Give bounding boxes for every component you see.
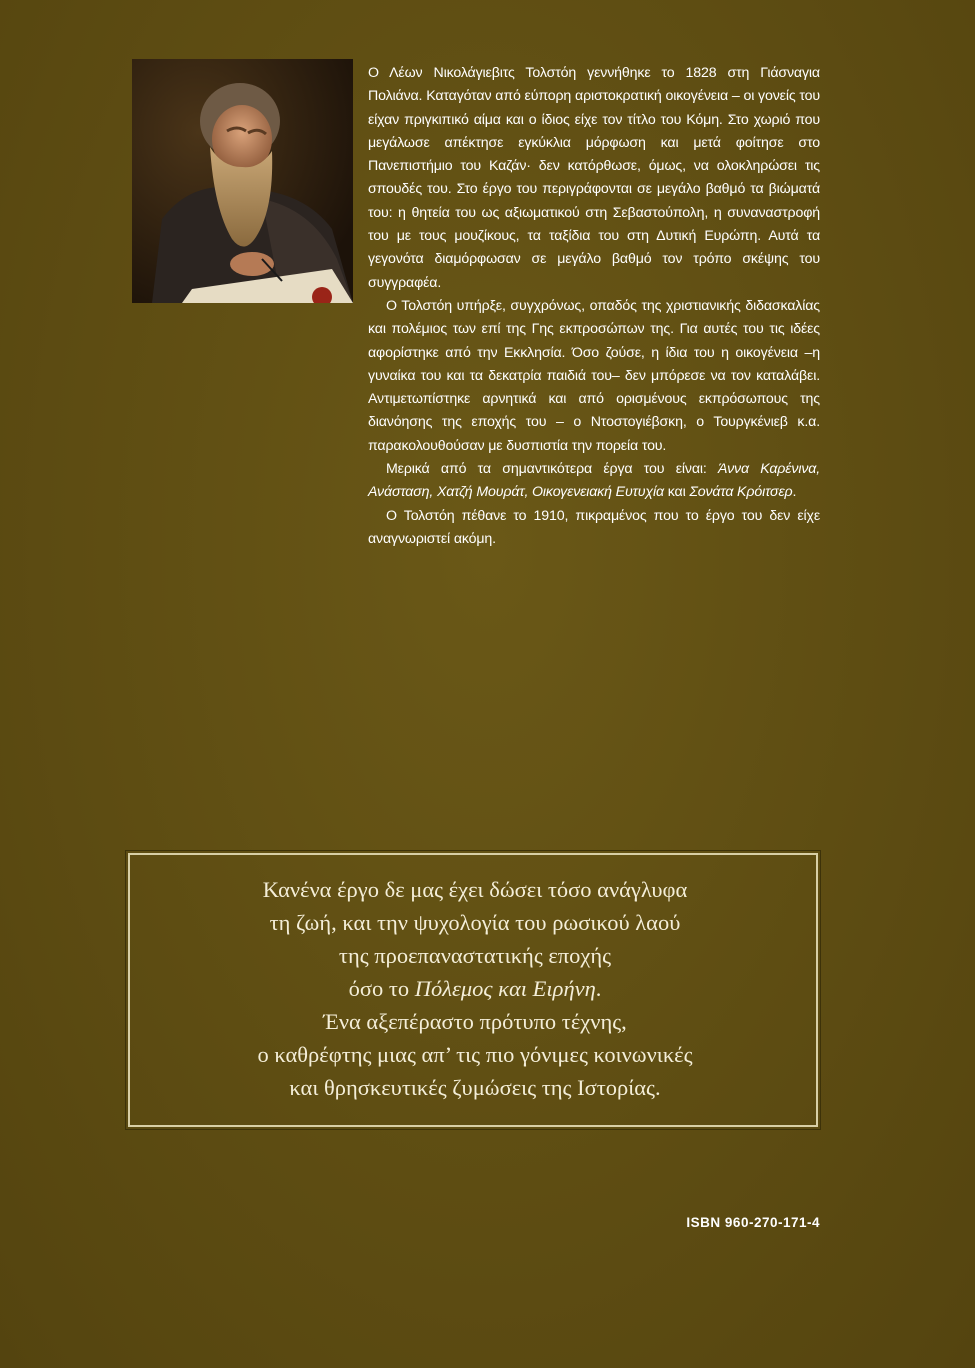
works-intro: Μερικά από τα σημαντικότερα έργα του είναι: (386, 461, 719, 478)
quote-line-4-end: . (595, 976, 602, 1001)
quote-line-2: τη ζωή, και την ψυχολογία του ρωσικού λαού (269, 910, 681, 935)
bio-paragraph-3 (368, 458, 820, 505)
works-end: . (792, 484, 797, 501)
quote-line-3: της προεπαναστατικής εποχής (338, 943, 612, 968)
blurb-quote (130, 873, 820, 1104)
quote-line-4-pre: όσο το (348, 976, 415, 1001)
works-conjunction: και (663, 484, 690, 501)
quote-line-5: Ένα αξεπέραστο πρότυπο τέχνης, (323, 1009, 627, 1034)
quote-line-6: ο καθρέφτης μιας απ’ τις πιο γόνιμες κοινωνικές (257, 1042, 693, 1067)
author-portrait-icon (132, 59, 353, 303)
bio-paragraph-4: Ο Τολστόη πέθανε το 1910, πικραμένος που το έργο του δεν είχε αναγνωριστεί ακόμη. (368, 507, 820, 547)
author-portrait (132, 59, 353, 303)
quote-line-7: και θρησκευτικές ζυμώσεις της Ιστορίας. (289, 1075, 661, 1100)
quote-book-title: Πόλεμος και Ειρήνη (414, 976, 596, 1001)
quote-line-4 (130, 972, 820, 1005)
bio-paragraph-2: Ο Τολστόη υπήρξε, συγχρόνως, οπαδός της χριστιανικής διδασκαλίας και πολέμιος των επί της Γης εκπροσώπων της. Για αυτές του τις ιδέες αφορίστηκε από την Εκκλησία. Όσο ζούσε, η ίδια του η οικογένεια –η γυναίκα του και τα δεκατρία παιδιά του– δεν μπόρεσε να τον καταλάβει. Αντιμετωπίστηκε αρνητικά και από ορισμένους εκπρόσωπους της διανόησης της εποχής του – ο Ντοστογιέβσκη, ο Τουργκένιεβ κ.α. παρακολουθούσαν με δυσπιστία την πορεία του. (368, 297, 820, 454)
bio-paragraph-1: Ο Λέων Νικολάγιεβιτς Τολστόη γεννήθηκε το 1828 στη Γιάσναγια Πολιάνα. Καταγόταν από εύπορη αριστοκρατική οικογένεια – οι γονείς του είχαν πριγκιπικό αίμα και ο ίδιος είχε τον τίτλο του Κόμη. Στο χωριό που μεγάλωσε απέκτησε εγκύκλια μόρφωση και μετά φοίτησε στο Πανεπιστήμιο του Καζάν· δεν κατόρθωσε, όμως, να ολοκληρώσει τις σπουδές του. Στο έργο του περιγράφονται σε μεγάλο βαθμό τα βιώματά του: η θητεία του ως αξιωματικού στη Σεβαστούπολη, η συναναστροφή του με τους μουζίκους, τα ταξίδια του στη Δυτική Ευρώπη. Αυτά τα γεγονότα διαμόρφωσαν σε μεγάλο βαθμό τον τρόπο σκέψης του συγγραφέα. (368, 65, 820, 291)
works-last-title: Σονάτα Κρόιτσερ (689, 484, 793, 501)
isbn-number: ISBN 960-270-171-4 (686, 1215, 820, 1230)
biography-text (368, 62, 820, 551)
quote-line-1: Κανένα έργο δε μας έχει δώσει τόσο ανάγλυφα (262, 877, 688, 902)
works-titles: Άννα Καρένινα, Ανάσταση, Χατζή Μουράτ, Οικογενειακή Ευτυχία (368, 461, 820, 501)
